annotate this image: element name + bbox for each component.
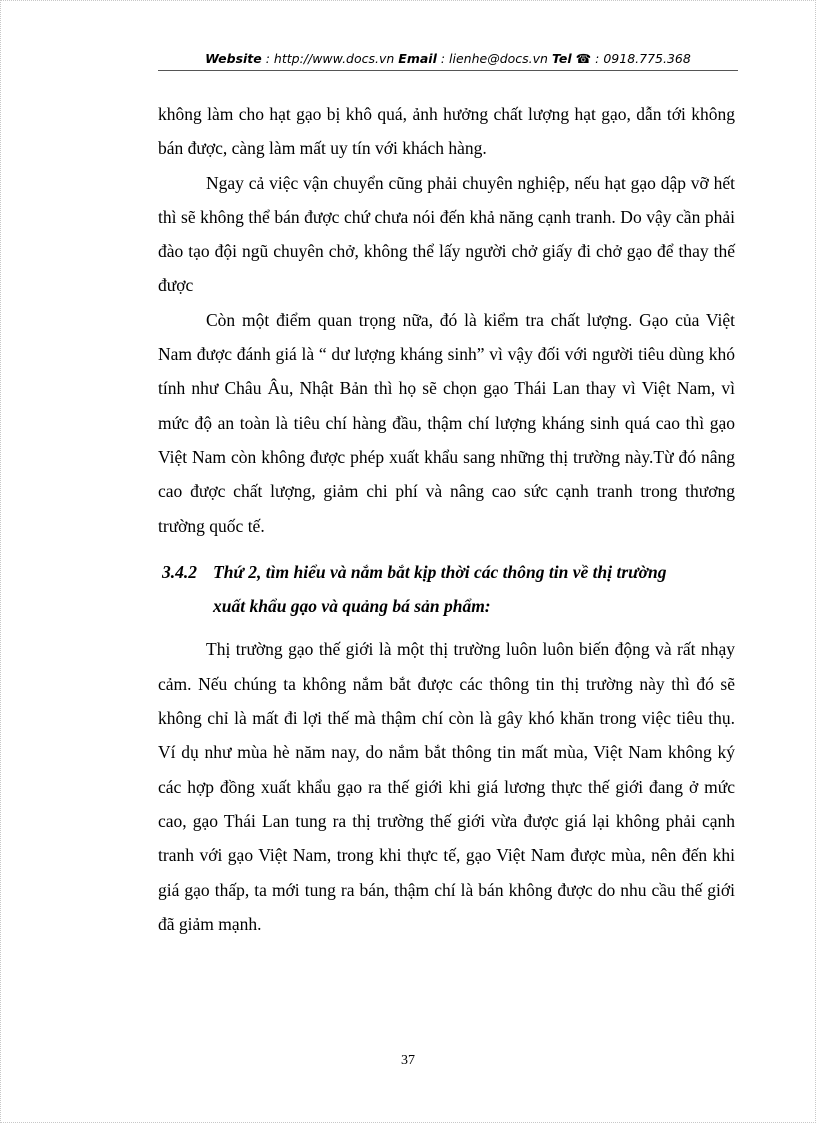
section-title-line1: Thứ 2, tìm hiểu và nắm bắt kịp thời các thông tin về thị trường [213, 561, 667, 582]
tel-label: Tel [551, 51, 572, 66]
phone-number: : 0918.775.368 [591, 51, 691, 66]
page-header [158, 50, 738, 68]
page-number: 37 [401, 1053, 415, 1068]
section-heading [158, 555, 735, 624]
document-body [158, 97, 735, 941]
paragraph-quality: Còn một điểm quan trọng nữa, đó là kiểm tra chất lượng. Gạo của Việt Nam được đánh giá là “ dư lượng kháng sinh” vì vậy đối với người tiêu dùng khó tính như Châu Âu, Nhật Bản thì họ sẽ chọn gạo Thái Lan thay vì Việt Nam, vì mức độ an toàn là tiêu chí hàng đầu, thậm chí lượng kháng sinh quá cao thì gạo Việt Nam còn không được phép xuất khẩu sang những thị trường này.Từ đó nâng cao được chất lượng, giảm chi phí và nâng cao sức cạnh tranh trong thương trường quốc tế. [158, 309, 735, 536]
paragraph-market: Thị trường gạo thế giới là một thị trường luôn luôn biến động và rất nhạy cảm. Nếu chúng ta không nắm bắt được các thông tin thị trường này thì đó sẽ không chỉ là mất đi lợi thế mà thậm chí còn là gây khó khăn trong việc tiêu thụ. Ví dụ như mùa hè năm nay, do nắm bắt thông tin mất mùa, Việt Nam không ký các hợp đồng xuất khẩu gạo ra thế giới khi giá lương thực thế giới đang ở mức cao, gạo Thái Lan tung ra thị trường thế giới vừa được giá lại không phải cạnh tranh với gạo Việt Nam, trong khi thực tế, gạo Việt Nam được mùa, nên đến khi giá gạo thấp, ta mới tung ra bán, thậm chí là bán không được do nhu cầu thế giới đã giảm mạnh. [158, 639, 735, 934]
paragraph-continuation: không làm cho hạt gạo bị khô quá, ảnh hưởng chất lượng hạt gạo, dẫn tới không bán được, càng làm mất uy tín với khách hàng. [158, 104, 735, 159]
header-rule [158, 70, 738, 71]
section-title-line2: xuất khẩu gạo và quảng bá sản phẩm: [213, 596, 491, 617]
website-label: Website [205, 51, 262, 66]
phone-icon: ☎ [575, 51, 592, 66]
email-address: : lienhe@docs.vn [436, 51, 552, 66]
email-label: Email [398, 51, 437, 66]
website-url: : http://www.docs.vn [261, 51, 399, 66]
paragraph-transport: Ngay cả việc vận chuyển cũng phải chuyên nghiệp, nếu hạt gạo dập vỡ hết thì sẽ không thể bán được chứ chưa nói đến khả năng cạnh tranh. Do vậy cần phải đào tạo đội ngũ chuyên chở, không thể lấy người chở giấy đi chở gạo để thay thế được [158, 172, 735, 296]
section-number: 3.4.2 [162, 561, 197, 582]
